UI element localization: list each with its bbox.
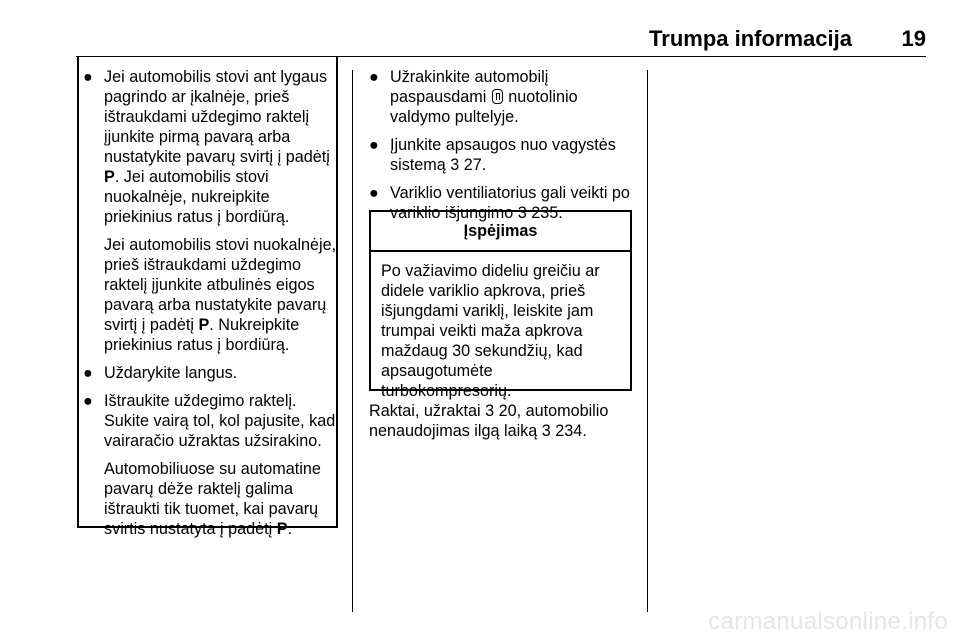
lock-key-icon [492,89,503,104]
page-reference[interactable]: 235 [531,204,559,222]
bullet-dot: ● [369,136,379,154]
bullet-paragraph: Uždarykite langus. [104,364,238,382]
bullet-sub-paragraph: Automobiliuose su automatine pavarų dėže raktelį galima ištraukti tik tuomet, kai pavarų svirtis nustatyta į padėtį P. [104,460,321,538]
column-divider [352,70,353,612]
warning-body: Po važiavimo dideliu greičiu ar didele variklio apkrova, prieš išjungdami variklį, leiskite jam trumpai veikti maža apkrova maždaug 30 sekundžių, kad apsaugotumėte turbokompresorių. [381,262,600,400]
page-reference[interactable]: 234 [555,422,583,440]
bullet-paragraph: Variklio ventiliatorius gali veikti po variklio išjungimo 3 235. [390,184,630,222]
list-item [369,67,641,127]
list-item [369,135,641,175]
bullet-paragraph: Užrakinkite automobilį paspausdami nuotolinio valdymo pultelyje. [390,68,578,126]
bullet-dot: ● [369,184,379,202]
bullet-paragraph: Ištraukite uždegimo raktelį. Sukite vairą tol, kol pajusite, kad vairaračio užraktas užsirakino. [104,392,336,450]
page-header-title: Trumpa informacija [649,26,852,51]
bullet-paragraph: Jei automobilis stovi ant lygaus pagrindo ar įkalnėje, prieš ištraukdami uždegimo raktelį įjunkite pirmą pavarą arba nustatykite pavarų svirtį į padėtį P. Jei automobilis stovi nuokalnėje, nukreipkite priekinius ratus į bordiūrą. [104,68,330,226]
bullet-dot: ● [369,68,379,86]
page-number: 19 [901,26,926,51]
cross-reference-paragraph: Raktai, užraktai 3 20, automobilio nenaudojimas ilgą laiką 3 234. [369,402,609,440]
page-reference-icon: 3 [517,204,527,222]
warning-box [369,210,632,400]
bullet-dot: ● [83,392,93,410]
bullet-dot: ● [83,68,93,86]
list-item [83,67,338,355]
list-item [83,363,338,383]
bullet-paragraph: Įjunkite apsaugos nuo vagystės sistemą 3 27. [390,136,616,174]
warning-title: Įspėjimas [371,212,630,252]
page-reference-icon: 3 [485,402,495,420]
watermark: carmanualsonline.info [708,608,948,635]
page-reference[interactable]: 27 [463,156,482,174]
page-reference-icon: 3 [450,156,460,174]
left-bullet-list [83,67,338,547]
page-reference-icon: 3 [541,422,551,440]
list-item [83,391,338,539]
column-divider [647,70,648,612]
middle-bullet-list [369,67,641,231]
bullet-dot: ● [83,364,93,382]
page-reference[interactable]: 20 [498,402,517,420]
bullet-sub-paragraph: Jei automobilis stovi nuokalnėje, prieš ištraukdami uždegimo raktelį įjunkite atbulinės eigos pavarą arba nustatykite pavarų svirtį į padėtį P. Nukreipkite priekinius ratus į bordiūrą. [104,236,337,354]
